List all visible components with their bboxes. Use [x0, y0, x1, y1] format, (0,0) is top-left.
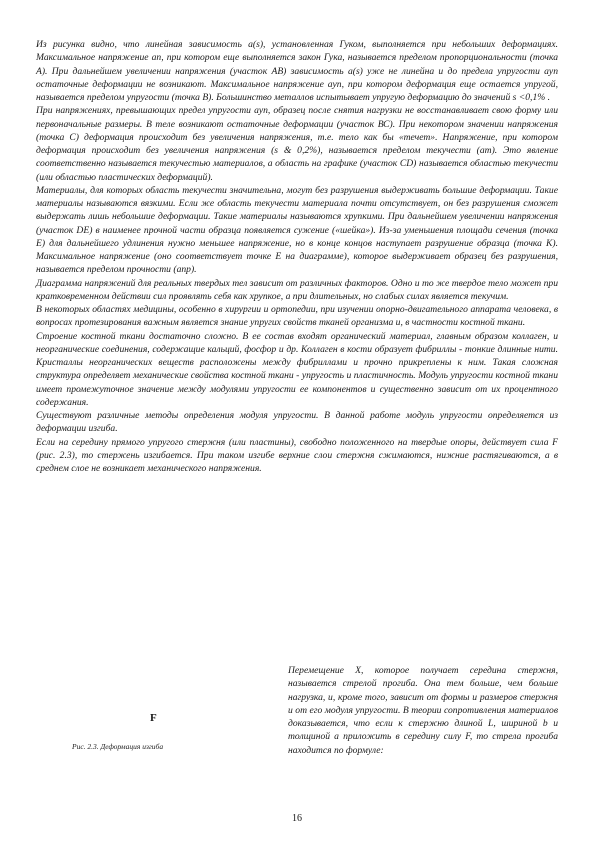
paragraph-stress-diagram: Диаграмма напряжений для реальных твердых тел зависит от различных факторов. Одно и то же твердое тело может при кратковременном действии сил проявлять себя как хрупкое, а при длительных, но слабых силах является текучим.: [36, 277, 558, 302]
page-number: 16: [292, 813, 302, 824]
paragraph-bone-structure: Строение костной ткани достаточно сложно. В ее состав входят органический материал, главным образом коллаген, и неорганические соединения, содержащие кальций, фосфор и др. Коллаген в кости образует фибриллы - тонкие длинные нити. Кристаллы неорганических веществ расположены между фибриллами и прочно прикреплены к ним. Такая сложная структура определяет механические свойства костной ткани - упругость и пластичность. Модуль упругости костной ткани имеет промежуточное значение между модулями упругости ее компонентов и существенно зависит от их процентного содержания.: [36, 330, 558, 408]
body-text: [36, 38, 558, 475]
paragraph-bending: Если на середину прямого упругого стержня (или пластины), свободно положенного на твердые опоры, действует сила F (рис. 2.3), то стержень изгибается. При таком изгибе верхние слои стержня сжимаются, нижние растягиваются, а в среднем слое не возникает механического напряжения.: [36, 436, 558, 474]
side-paragraph: Перемещение X, которое получает середина стержня, называется стрелой прогиба. Она тем больше, чем больше нагрузка, и, кроме того, зависит от формы и размеров стержня и от его модуля упругости. В теории сопротивления материалов доказывается, что если к стержню длиной L, шириной b и толщиной a приложить в середину силу F, то стрела прогиба находится по формуле:: [288, 665, 558, 756]
bottom-section: [36, 664, 558, 804]
figure-bending: [36, 664, 276, 804]
paragraph-methods: Существуют различные методы определения модуля упругости. В данной работе модуль упругости определяется из деформации изгиба.: [36, 410, 558, 435]
figure-force-label: F: [150, 712, 157, 724]
paragraph-medicine: В некоторых областях медицины, особенно в хирургии и ортопедии, при изучении опорно-двигательного аппарата человека, в вопросах протезирования важным является знание упругих свойств тканей организма и, в частности костной ткани.: [36, 304, 558, 329]
figure-caption: Рис. 2.3. Деформация изгиба: [72, 742, 164, 751]
paragraph-materials: Материалы, для которых область текучести значительна, могут без разрушения выдерживать большие деформации. Такие материалы называются вязкими. Если же область текучести материала почти отсутствует, он без разрушения сможет выдержать лишь небольшие деформации. Такие материалы называются хрупкими. При дальнейшем увеличении напряжения (участок DE) в наименее прочной части образца появляется сужение («шейка»). Из-за уменьшения площади сечения (точка Е) для дальнейшего удлинения нужно меньшее напряжение, но в конце концов наступает разрушение образца (точка К). Максимальное напряжение (оно соответствует точке Е на диаграмме), которое выдерживает образец без разрушения, называется пределом прочности (aпр).: [36, 184, 558, 276]
paragraph-hooke: Из рисунка видно, что линейная зависимость a(s), установленная Гуком, выполняется при небольших деформациях. Максимальное напряжение aп, при котором еще выполняется закон Гука, называется пределом пропорциональности (точка А). При дальнейшем увеличении напряжения (участок АВ) зависимость a(s) уже не линейна и до предела упругости aуп остаточные деформации не возникают. Максимальное напряжение aуп, при котором деформация еще остается упругой, называется пределом упругости (точка В). Большинство металлов испытывает упругую деформацию до значений s <0,1% .: [36, 39, 558, 103]
paragraph-yield: При напряжениях, превышающих предел упругости aуп, образец после снятия нагрузки не восстанавливает свою форму или первоначальные размеры. В теле возникают остаточные деформации (участок ВС). При некотором значении напряжения (точка С) деформация происходит без увеличения напряжения, т.е. тело как бы «течет». Напряжение, при котором деформация происходит без увеличения напряжения (s & 0,2%), называется пределом текучести (aт). Это явление соответственно называется текучестью материалов, а область на графике (участок CD) называется областью текучести (или областью пластических деформаций).: [36, 105, 558, 183]
